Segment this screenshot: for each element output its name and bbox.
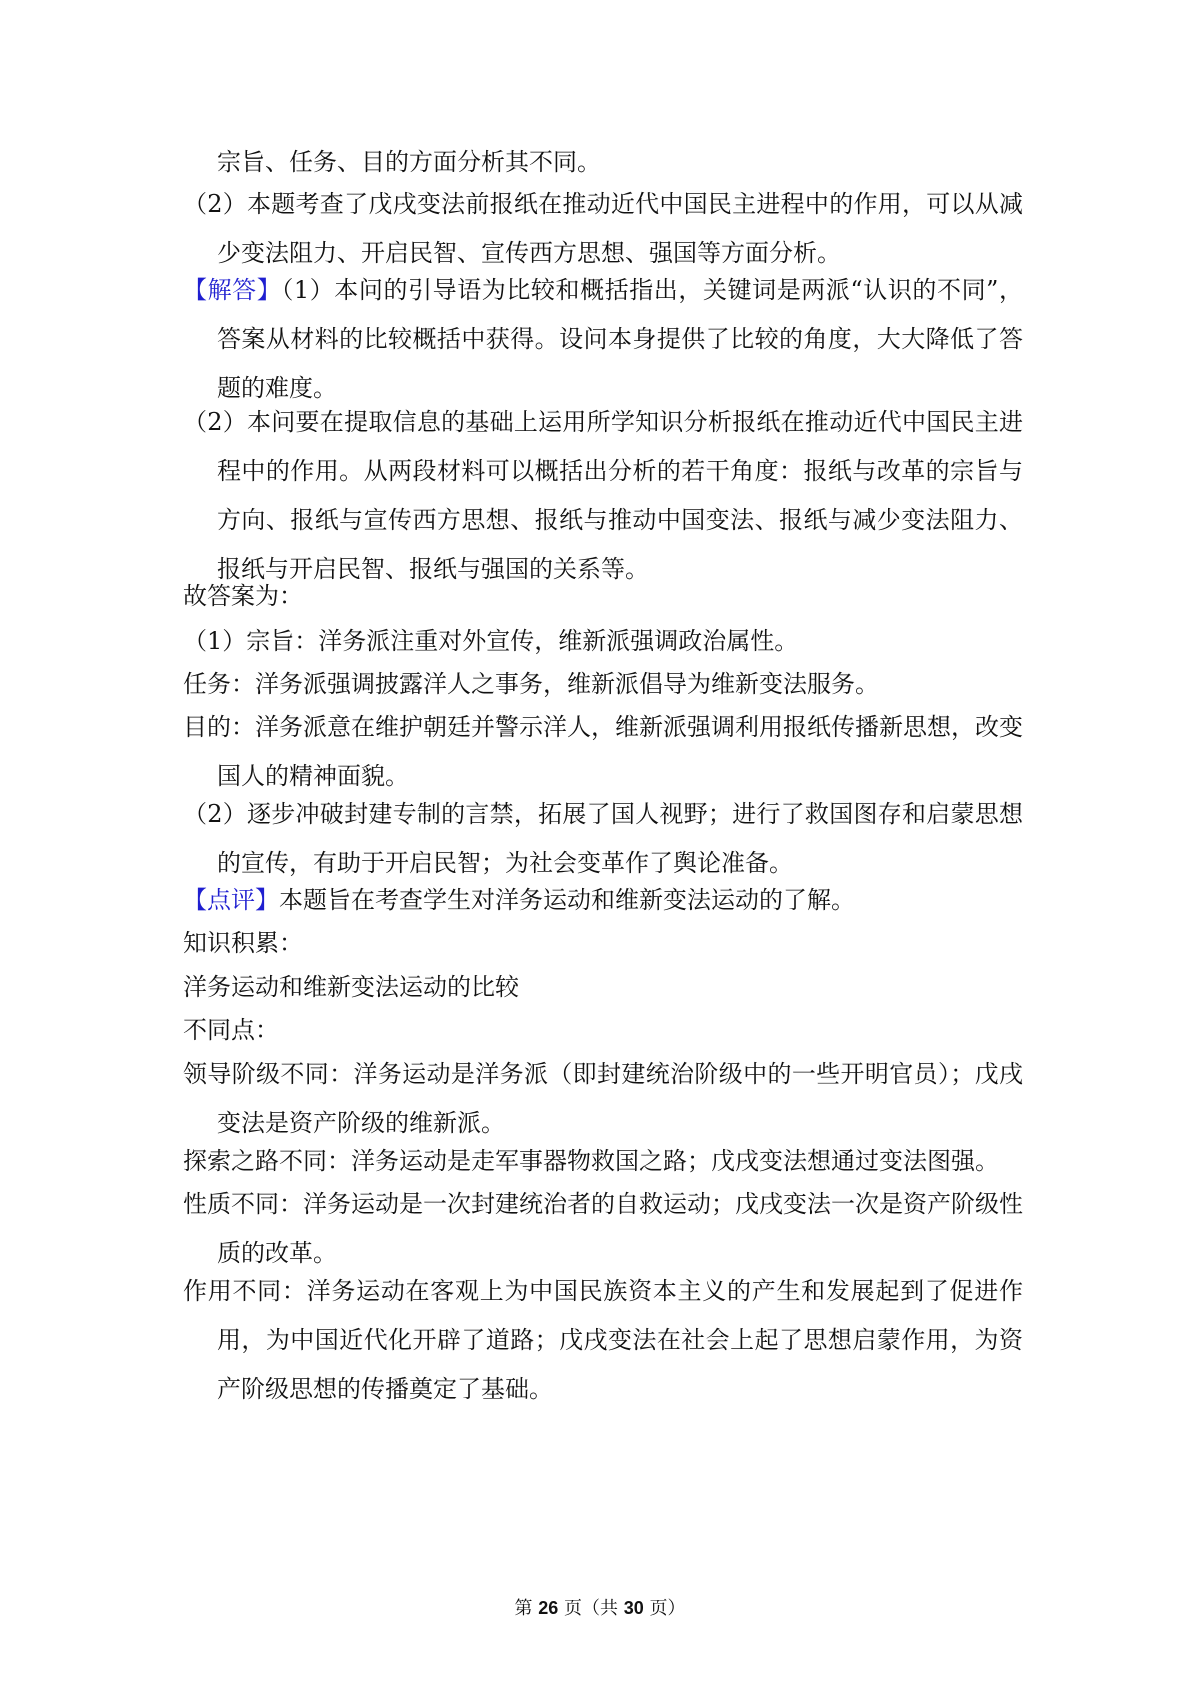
paragraph-text: 性质不同：洋务运动是一次封建统治者的自救运动；戊戌变法一次是资产阶级性质的改革。: [183, 1190, 1023, 1267]
footer-total-pages: 30: [623, 1598, 644, 1618]
paragraph-analysis-2: [183, 180, 1023, 278]
paragraph-text: 洋务运动和维新变法运动的比较: [183, 973, 519, 1001]
paragraph-nature: [183, 1180, 1023, 1278]
paragraph-comparison-heading: [183, 963, 1023, 1012]
paragraph-text: （2）本题考查了戊戌变法前报纸在推动近代中国民主进程中的作用，可以从减少变法阻力、开启民智、宣传西方思想、强国等方面分析。: [183, 190, 1023, 267]
paragraph-answer-purpose: [183, 617, 1023, 666]
paragraph-text: （2）本问要在提取信息的基础上运用所学知识分析报纸在推动近代中国民主进程中的作用。从两段材料可以概括出分析的若干角度：报纸与改革的宗旨与方向、报纸与宣传西方思想、报纸与推动中国变法、报纸与减少变法阻力、报纸与开启民智、报纸与强国的关系等。: [183, 408, 1023, 583]
footer-page-number: 26: [538, 1598, 559, 1618]
paragraph-text: 领导阶级不同：洋务运动是洋务派（即封建统治阶级中的一些开明官员）；戊戌变法是资产阶级的维新派。: [183, 1060, 1023, 1137]
paragraph-answer-goal: [183, 703, 1023, 801]
paragraph-answer-2: [183, 398, 1023, 594]
footer-middle: 页（共: [564, 1598, 618, 1619]
paragraph-differences-heading: [183, 1006, 1023, 1055]
paragraph-effect: [183, 1267, 1023, 1414]
paragraph-text: 目的：洋务派意在维护朝廷并警示洋人，维新派强调利用报纸传播新思想，改变国人的精神面貌。: [183, 713, 1023, 790]
paragraph-path: [183, 1137, 1023, 1186]
page-footer: [0, 1596, 1200, 1621]
paragraph-text: 故答案为：: [183, 582, 303, 610]
paragraph-knowledge-heading: [183, 919, 1023, 968]
paragraph-answer-role: [183, 790, 1023, 888]
paragraph-text: 不同点：: [183, 1016, 279, 1044]
comment-tag: 【点评】: [183, 886, 279, 914]
paragraph-comment: [183, 876, 1023, 925]
paragraph-answer-task: [183, 660, 1023, 709]
paragraph-text: 本题旨在考查学生对洋务运动和维新变法运动的了解。: [279, 886, 855, 914]
paragraph-text: （1）宗旨：洋务派注重对外宣传，维新派强调政治属性。: [183, 627, 799, 655]
footer-prefix: 第: [514, 1598, 533, 1619]
paragraph-text: 作用不同：洋务运动在客观上为中国民族资本主义的产生和发展起到了促进作用，为中国近代化开辟了道路；戊戌变法在社会上起了思想启蒙作用，为资产阶级思想的传播奠定了基础。: [183, 1277, 1023, 1403]
paragraph-text: 宗旨、任务、目的方面分析其不同。: [217, 148, 601, 176]
paragraph-answer-intro: [183, 572, 1023, 621]
paragraph-text: （1）本问的引导语为比较和概括指出，关键词是两派“认识的不同”，答案从材料的比较概括中获得。设问本身提供了比较的角度，大大降低了答题的难度。: [217, 276, 1023, 402]
paragraph-text: （2）逐步冲破封建专制的言禁，拓展了国人视野；进行了救国图存和启蒙思想的宣传，有助于开启民智；为社会变革作了舆论准备。: [183, 800, 1023, 877]
paragraph-text: 探索之路不同：洋务运动是走军事器物救国之路；戊戌变法想通过变法图强。: [183, 1147, 999, 1175]
paragraph-text: 任务：洋务派强调披露洋人之事务，维新派倡导为维新变法服务。: [183, 670, 879, 698]
footer-suffix: 页）: [649, 1598, 686, 1619]
paragraph-answer-1: [183, 266, 1023, 413]
paragraph-text: 知识积累：: [183, 929, 303, 957]
answer-tag: 【解答】: [183, 276, 282, 304]
paragraph-leadership: [183, 1050, 1023, 1148]
